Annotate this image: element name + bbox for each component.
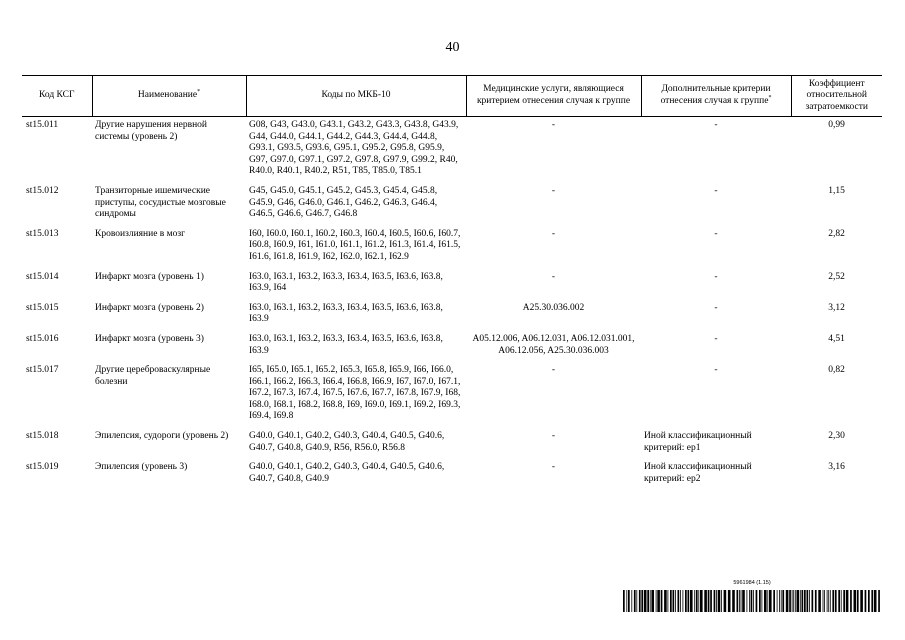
table-row — [22, 226, 882, 269]
row-services: - — [551, 228, 556, 239]
table-row — [22, 117, 882, 183]
row-coefficient: 0,82 — [828, 365, 845, 376]
row-services: - — [551, 365, 556, 376]
header-criteria-text: Дополнительные критерии отнесения случая к группе — [660, 84, 771, 106]
row-icd-codes: G45, G45.0, G45.1, G45.2, G45.3, G45.4, G45.8, G45.9, G46, G46.0, G46.1, G46.2, G46.3, G46.4, G46.5, G46.6, G46.7, G46.8 — [249, 185, 438, 220]
row-criteria: Иной классификационный критерий: ep1 — [644, 431, 752, 453]
row-coefficient: 2,30 — [828, 431, 845, 442]
row-icd-codes: I65, I65.0, I65.1, I65.2, I65.3, I65.8, I65.9, I66, I66.0, I66.1, I66.2, I66.3, I66.4, I66.8, I66.9, I67, I67.0, I67.1, I67.2, I67.3, I67.4, I67.5, I67.6, I67.7, I67.8, I67.9, I68, I68.0, I68.1, I68.2, I68.8, I69, I69.0, I69.1, I69.2, I69.3, I69.4, I69.8 — [249, 365, 461, 422]
row-name: Кровоизлияние в мозг — [95, 228, 186, 239]
table-row — [22, 459, 882, 490]
table-header-row — [22, 76, 882, 117]
row-code: st15.019 — [26, 462, 59, 473]
ksg-table — [22, 75, 882, 490]
row-name: Эпилепсия (уровень 3) — [95, 462, 188, 473]
header-name — [92, 76, 246, 117]
table-row — [22, 183, 882, 226]
row-services: - — [551, 185, 556, 196]
row-criteria: - — [714, 120, 718, 130]
row-icd-codes: G08, G43, G43.0, G43.1, G43.2, G43.3, G43.8, G43.9, G44, G44.0, G44.1, G44.2, G44.3, G44.4, G44.8, G93.1, G93.5, G93.6, G95.1, G95.2, G95.8, G95.9, G97, G97.0, G97.1, G97.2, G97.8, G97.9, G99.2, R40, R40.0, R40.1, R40.2, R51, T85, T85.0, T85.1 — [249, 120, 459, 177]
row-services: - — [551, 431, 556, 442]
table-row — [22, 331, 882, 362]
row-icd-codes: G40.0, G40.1, G40.2, G40.3, G40.4, G40.5, G40.6, G40.7, G40.8, G40.9 — [249, 462, 445, 484]
header-coef: Коэффициент относительной затратоемкости — [791, 76, 882, 117]
table-body — [22, 117, 882, 491]
row-code: st15.018 — [26, 431, 59, 442]
row-coefficient: 2,52 — [828, 271, 845, 282]
table-row — [22, 300, 882, 331]
row-criteria: - — [714, 228, 718, 239]
row-services: - — [551, 462, 556, 473]
row-services: A25.30.036.002 — [522, 302, 585, 313]
row-coefficient: 3,16 — [828, 462, 845, 473]
row-criteria: - — [714, 302, 718, 313]
barcode-label: 5961984 (1.15) — [733, 580, 771, 586]
row-criteria: - — [714, 185, 718, 196]
row-code: st15.014 — [26, 271, 59, 282]
row-services: - — [551, 120, 556, 130]
row-name: Инфаркт мозга (уровень 1) — [95, 271, 204, 282]
row-icd-codes: I63.0, I63.1, I63.2, I63.3, I63.4, I63.5, I63.6, I63.8, I63.9, I64 — [249, 271, 443, 294]
row-code: st15.017 — [26, 365, 59, 376]
row-coefficient: 1,15 — [828, 185, 845, 196]
table-row — [22, 269, 882, 300]
header-icd: Коды по МКБ-10 — [246, 76, 466, 117]
row-name: Инфаркт мозга (уровень 3) — [95, 333, 204, 344]
row-code: st15.013 — [26, 228, 59, 239]
row-name: Другие нарушения нервной системы (уровень 2) — [95, 120, 208, 142]
row-name: Эпилепсия, судороги (уровень 2) — [95, 431, 229, 442]
row-icd-codes: I63.0, I63.1, I63.2, I63.3, I63.4, I63.5, I63.6, I63.8, I63.9 — [249, 333, 443, 356]
table-row — [22, 362, 882, 428]
row-icd-codes: I63.0, I63.1, I63.2, I63.3, I63.4, I63.5, I63.6, I63.8, I63.9 — [249, 302, 443, 325]
header-code: Код КСГ — [22, 76, 92, 117]
row-coefficient: 4,51 — [828, 333, 845, 344]
row-criteria: - — [714, 333, 718, 344]
row-code: st15.011 — [26, 120, 59, 130]
row-code: st15.015 — [26, 302, 59, 313]
header-criteria-mark: * — [768, 94, 772, 101]
header-name-mark: * — [197, 89, 201, 96]
row-criteria: Иной классификационный критерий: ep2 — [644, 462, 752, 484]
row-name: Инфаркт мозга (уровень 2) — [95, 302, 204, 313]
row-coefficient: 0,99 — [828, 120, 845, 130]
row-icd-codes: I60, I60.0, I60.1, I60.2, I60.3, I60.4, I60.5, I60.6, I60.7, I60.8, I60.9, I61, I61.0, I61.1, I61.2, I61.3, I61.4, I61.5, I61.6, I61.8, I61.9, I62, I62.0, I62.1, I62.9 — [249, 228, 461, 262]
page-number: 40 — [445, 40, 460, 55]
barcode-icon — [623, 590, 881, 612]
header-name-text: Наименование — [137, 90, 198, 101]
row-coefficient: 2,82 — [828, 228, 845, 239]
row-code: st15.016 — [26, 333, 59, 344]
row-name: Другие цереброваскулярные болезни — [95, 365, 211, 387]
row-icd-codes: G40.0, G40.1, G40.2, G40.3, G40.4, G40.5, G40.6, G40.7, G40.8, G40.9, R56, R56.0, R56.8 — [249, 431, 445, 453]
table-row — [22, 428, 882, 459]
row-coefficient: 3,12 — [828, 302, 845, 313]
row-name: Транзиторные ишемические приступы, сосудистые мозговые синдромы — [95, 185, 226, 220]
row-code: st15.012 — [26, 185, 59, 196]
row-services: - — [551, 271, 556, 282]
row-criteria: - — [714, 365, 718, 376]
row-services: A05.12.006, A06.12.031, A06.12.031.001, A06.12.056, A25.30.036.003 — [472, 333, 635, 356]
header-criteria — [641, 76, 791, 117]
header-services: Медицинские услуги, являющиеся критерием отнесения случая к группе — [466, 76, 641, 117]
row-criteria: - — [714, 271, 718, 282]
